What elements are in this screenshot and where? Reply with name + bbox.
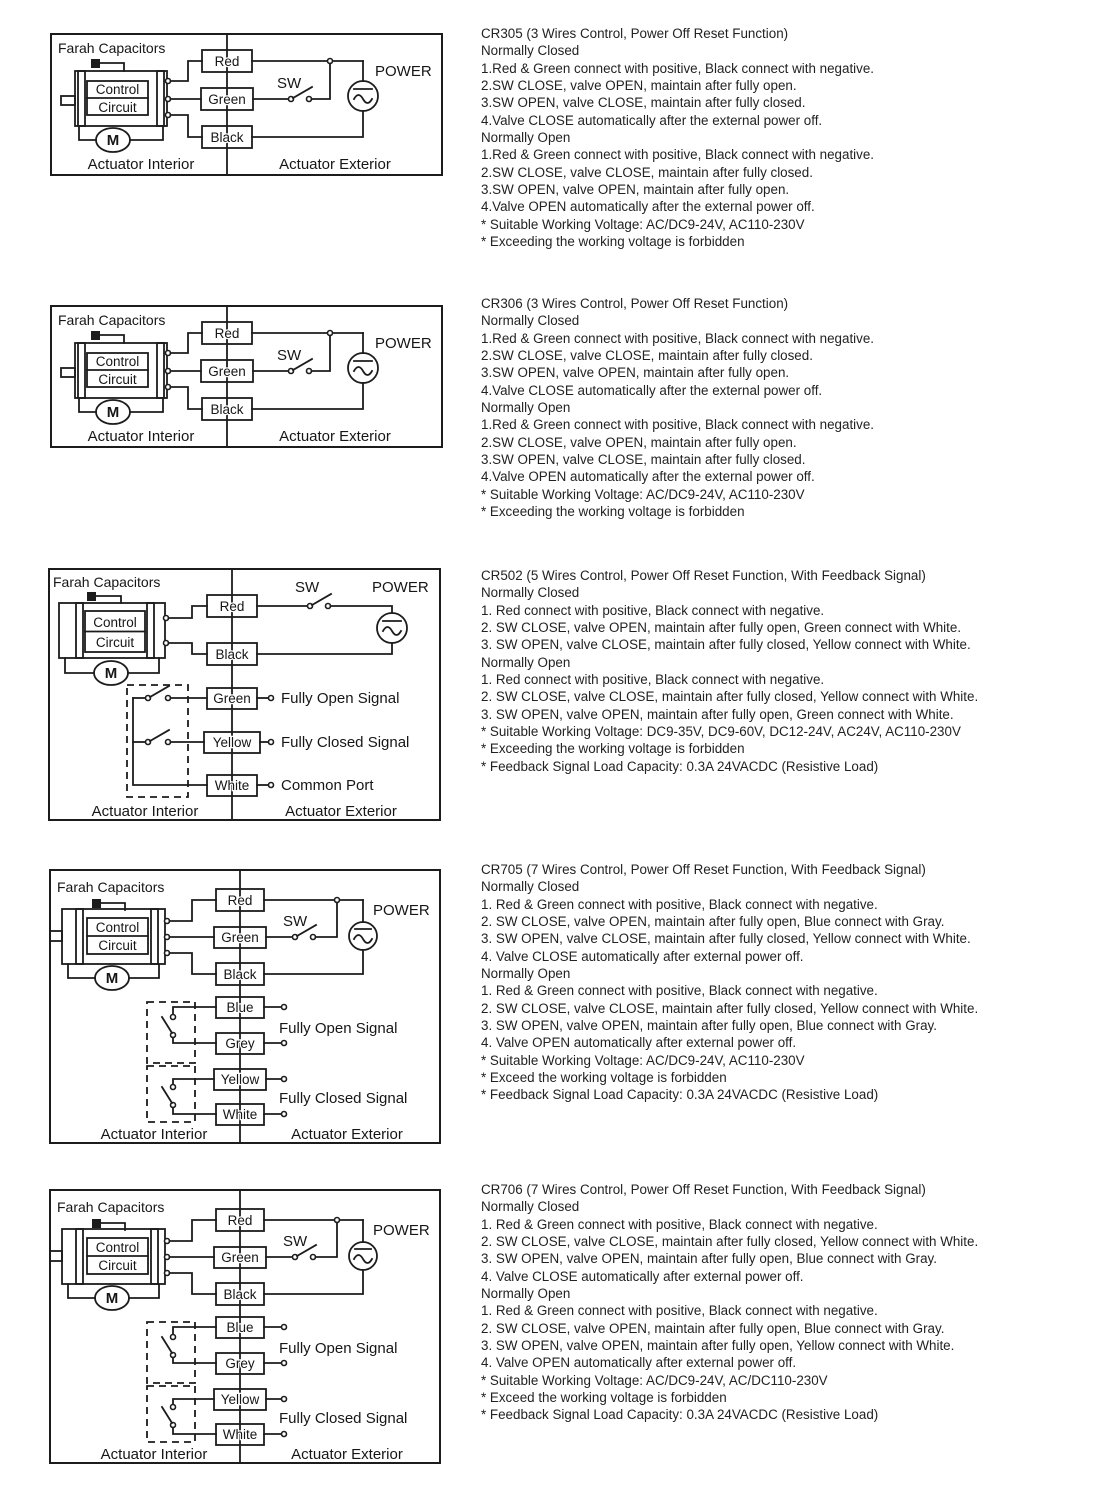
actuator-body bbox=[61, 71, 167, 126]
spec-line: * Suitable Working Voltage: AC/DC9-24V, AC110-230V bbox=[481, 486, 805, 502]
spec-line: 4.Valve CLOSE automatically after the external power off. bbox=[481, 382, 823, 398]
actuator-interior-label: Actuator Interior bbox=[100, 1446, 208, 1463]
cr705-spec-text bbox=[481, 861, 1113, 1104]
spec-line: 1.Red & Green connect with positive, Black connect with negative. bbox=[481, 330, 875, 346]
motor-label: M bbox=[104, 665, 118, 682]
spec-line: * Feedback Signal Load Capacity: 0.3A 24VACDC (Resistive Load) bbox=[481, 758, 879, 774]
actuator-interior-label: Actuator Interior bbox=[87, 428, 195, 445]
spec-line: 3. SW OPEN, valve OPEN, maintain after fully open, Green connect with White. bbox=[481, 706, 954, 722]
sw-label: SW bbox=[277, 75, 302, 92]
ac-power-source-icon bbox=[348, 81, 378, 111]
spec-line: 3. SW OPEN, valve OPEN, maintain after fully open, Blue connect with Gray. bbox=[481, 1018, 937, 1034]
red-wire-label: Red bbox=[219, 599, 245, 614]
spec-line: 2. SW CLOSE, valve OPEN, maintain after fully open, Blue connect with Gray. bbox=[481, 1320, 945, 1336]
signal-terminal bbox=[282, 1397, 287, 1402]
actuator-body bbox=[61, 343, 167, 398]
cr305-spec-text bbox=[481, 25, 1113, 250]
capacitor-icon bbox=[87, 592, 121, 603]
red-wire bbox=[170, 900, 217, 921]
black-wire bbox=[171, 115, 203, 137]
actuator-body bbox=[50, 909, 165, 964]
circuit-label: Circuit bbox=[98, 1258, 137, 1273]
farah-capacitors-label: Farah Capacitors bbox=[58, 40, 166, 56]
spec-line: 2.SW CLOSE, valve CLOSE, maintain after fully closed. bbox=[481, 348, 813, 364]
spec-line: 2. SW CLOSE, valve OPEN, maintain after fully open, Green connect with White. bbox=[481, 620, 962, 636]
spec-line: * Exceeding the working voltage is forbidden bbox=[481, 504, 745, 520]
power-return-wire bbox=[264, 1270, 363, 1294]
power-label: POWER bbox=[373, 1222, 430, 1239]
actuator-interior-label: Actuator Interior bbox=[87, 156, 195, 173]
power-return-wire bbox=[264, 950, 363, 974]
spec-line: 1. Red & Green connect with positive, Black connect with negative. bbox=[481, 896, 878, 912]
spec-line: * Suitable Working Voltage: AC/DC9-24V, AC110-230V bbox=[481, 216, 805, 232]
farah-capacitors-label: Farah Capacitors bbox=[57, 879, 165, 895]
actuator-exterior-label: Actuator Exterior bbox=[291, 1446, 403, 1463]
control-label: Control bbox=[95, 1240, 140, 1255]
spec-line: 2. SW CLOSE, valve CLOSE, maintain after fully closed, Yellow connect with White. bbox=[481, 689, 979, 705]
feedback-dashed-box bbox=[127, 685, 188, 797]
spec-line: Normally Closed bbox=[481, 1199, 580, 1215]
motor-label: M bbox=[105, 1290, 119, 1307]
spec-line: 2. SW CLOSE, valve CLOSE, maintain after fully closed, Yellow connect with White. bbox=[481, 1234, 979, 1250]
common-port-label: Common Port bbox=[281, 777, 374, 794]
spec-line: 4. Valve OPEN automatically after external power off. bbox=[481, 1035, 797, 1051]
grey-wire-label: Grey bbox=[225, 1356, 255, 1371]
motor-label: M bbox=[106, 404, 120, 421]
cr706-spec-text bbox=[481, 1181, 1113, 1424]
spec-line: * Feedback Signal Load Capacity: 0.3A 24VACDC (Resistive Load) bbox=[481, 1087, 879, 1103]
feedback-switch-open bbox=[162, 1007, 216, 1043]
spec-line: 1. Red & Green connect with positive, Black connect with negative. bbox=[481, 1216, 878, 1232]
red-wire-label: Red bbox=[227, 893, 253, 908]
green-wire-label: Green bbox=[213, 691, 251, 706]
feedback-switch-closed bbox=[133, 730, 204, 745]
spec-line: CR306 (3 Wires Control, Power Off Reset Function) bbox=[481, 296, 789, 311]
capacitor-icon bbox=[91, 331, 124, 343]
sw-label: SW bbox=[283, 1233, 308, 1250]
green-wire-label: Green bbox=[221, 930, 259, 945]
spec-line: 3. SW OPEN, valve OPEN, maintain after fully open, Blue connect with Gray. bbox=[481, 1251, 937, 1267]
spec-line: 4.Valve OPEN automatically after the external power off. bbox=[481, 469, 815, 485]
spec-line: 1.Red & Green connect with positive, Black connect with negative. bbox=[481, 417, 875, 433]
fully-closed-signal-label: Fully Closed Signal bbox=[279, 1090, 408, 1107]
fully-open-signal-label: Fully Open Signal bbox=[279, 1340, 398, 1357]
spec-line: 4. Valve OPEN automatically after external power off. bbox=[481, 1355, 797, 1371]
spec-line: 3.SW OPEN, valve CLOSE, maintain after fully closed. bbox=[481, 452, 806, 468]
spec-line: 2. SW CLOSE, valve CLOSE, maintain after fully closed, Yellow connect with White. bbox=[481, 1000, 979, 1016]
black-wire-label: Black bbox=[223, 1287, 257, 1302]
fully-open-signal-label: Fully Open Signal bbox=[279, 1020, 398, 1037]
switch-symbol bbox=[257, 594, 392, 613]
cr502-spec-text bbox=[481, 567, 1113, 775]
spec-line: Normally Open bbox=[481, 654, 571, 670]
spec-line: * Feedback Signal Load Capacity: 0.3A 24VACDC (Resistive Load) bbox=[481, 1407, 879, 1423]
spec-line: * Exceeding the working voltage is forbidden bbox=[481, 741, 745, 757]
cr305-wiring-diagram bbox=[45, 28, 445, 180]
control-label: Control bbox=[95, 82, 140, 97]
red-wire-label: Red bbox=[214, 54, 240, 69]
black-wire-label: Black bbox=[223, 967, 257, 982]
blue-wire-label: Blue bbox=[226, 1320, 254, 1335]
spec-line: Normally Open bbox=[481, 1286, 571, 1302]
control-label: Control bbox=[93, 615, 137, 630]
capacitor-icon bbox=[91, 59, 124, 71]
ac-power-source-icon bbox=[349, 922, 377, 950]
actuator-exterior-label: Actuator Exterior bbox=[291, 1126, 403, 1143]
spec-line: 4.Valve OPEN automatically after the external power off. bbox=[481, 199, 815, 215]
actuator-body bbox=[50, 1229, 165, 1284]
signal-terminal bbox=[269, 783, 274, 788]
ac-power-source-icon bbox=[348, 353, 378, 383]
spec-line: 3.SW OPEN, valve CLOSE, maintain after fully closed. bbox=[481, 95, 806, 111]
circuit-label: Circuit bbox=[98, 100, 137, 115]
farah-capacitors-label: Farah Capacitors bbox=[58, 312, 166, 328]
spec-line: 2.SW CLOSE, valve OPEN, maintain after fully open. bbox=[481, 434, 797, 450]
farah-capacitors-label: Farah Capacitors bbox=[57, 1199, 165, 1215]
actuator-exterior-label: Actuator Exterior bbox=[285, 803, 397, 820]
actuator-body bbox=[59, 603, 165, 658]
spec-line: * Exceeding the working voltage is forbidden bbox=[481, 234, 745, 250]
sw-label: SW bbox=[295, 579, 320, 596]
spec-line: * Exceed the working voltage is forbidden bbox=[481, 1390, 727, 1406]
spec-line: * Suitable Working Voltage: AC/DC9-24V, AC110-230V bbox=[481, 1052, 805, 1068]
signal-terminal bbox=[269, 740, 274, 745]
power-label: POWER bbox=[375, 335, 432, 352]
sw-label: SW bbox=[283, 913, 308, 930]
spec-line: 4. Valve CLOSE automatically after external power off. bbox=[481, 1268, 804, 1284]
signal-terminal bbox=[282, 1325, 287, 1330]
spec-line: 3. SW OPEN, valve OPEN, maintain after fully open, Yellow connect with White. bbox=[481, 1338, 955, 1354]
black-wire-label: Black bbox=[210, 130, 244, 145]
signal-terminal bbox=[269, 696, 274, 701]
actuator-interior-label: Actuator Interior bbox=[100, 1126, 208, 1143]
spec-line: Normally Open bbox=[481, 130, 571, 146]
spec-line: CR305 (3 Wires Control, Power Off Reset Function) bbox=[481, 26, 789, 41]
cr306-spec-text bbox=[481, 295, 1113, 520]
green-wire-label: Green bbox=[221, 1250, 259, 1265]
signal-terminal bbox=[282, 1361, 287, 1366]
actuator-exterior-label: Actuator Exterior bbox=[279, 156, 391, 173]
grey-wire-label: Grey bbox=[225, 1036, 255, 1051]
yellow-wire-label: Yellow bbox=[220, 1392, 260, 1407]
cr705-wiring-diagram bbox=[45, 866, 445, 1146]
yellow-wire-label: Yellow bbox=[212, 735, 252, 750]
black-wire-label: Black bbox=[215, 647, 249, 662]
actuator-interior-label: Actuator Interior bbox=[91, 803, 199, 820]
feedback-switch-closed bbox=[162, 1399, 216, 1434]
black-wire bbox=[170, 1273, 217, 1294]
black-wire bbox=[170, 953, 217, 974]
feedback-switch-open bbox=[133, 686, 207, 701]
spec-line: * Exceed the working voltage is forbidden bbox=[481, 1070, 727, 1086]
signal-terminal bbox=[282, 1077, 287, 1082]
control-label: Control bbox=[95, 920, 140, 935]
circuit-label: Circuit bbox=[95, 635, 135, 650]
red-wire bbox=[171, 333, 203, 353]
spec-line: 2.SW CLOSE, valve OPEN, maintain after fully open. bbox=[481, 78, 797, 94]
circuit-label: Circuit bbox=[98, 372, 137, 387]
feedback-switch-closed bbox=[162, 1079, 216, 1114]
motor-symbol bbox=[68, 1284, 159, 1310]
white-wire-label: White bbox=[214, 778, 250, 793]
ac-power-source-icon bbox=[377, 613, 407, 643]
cr706-wiring-diagram bbox=[45, 1186, 445, 1466]
red-wire bbox=[169, 606, 208, 618]
circuit-label: Circuit bbox=[98, 938, 137, 953]
spec-line: Normally Closed bbox=[481, 879, 580, 895]
blue-wire-label: Blue bbox=[226, 1000, 254, 1015]
spec-line: 3. SW OPEN, valve CLOSE, maintain after fully closed, Yellow connect with White. bbox=[481, 931, 971, 947]
signal-terminal bbox=[282, 1112, 287, 1117]
spec-line: Normally Open bbox=[481, 400, 571, 416]
spec-line: 1. Red connect with positive, Black connect with negative. bbox=[481, 672, 825, 688]
power-return-wire bbox=[252, 383, 363, 409]
motor-symbol bbox=[79, 126, 163, 152]
red-wire-label: Red bbox=[214, 326, 240, 341]
white-wire-label: White bbox=[222, 1427, 258, 1442]
signal-terminal bbox=[282, 1041, 287, 1046]
control-label: Control bbox=[95, 354, 140, 369]
sw-label: SW bbox=[277, 347, 302, 364]
spec-line: 2.SW CLOSE, valve CLOSE, maintain after fully closed. bbox=[481, 164, 813, 180]
spec-line: 1.Red & Green connect with positive, Black connect with negative. bbox=[481, 147, 875, 163]
spec-line: 4.Valve CLOSE automatically after the external power off. bbox=[481, 112, 823, 128]
cr502-wiring-diagram bbox=[45, 565, 445, 827]
motor-symbol bbox=[79, 398, 163, 424]
power-label: POWER bbox=[375, 63, 432, 80]
signal-terminal bbox=[282, 1005, 287, 1010]
spec-line: 3.SW OPEN, valve OPEN, maintain after fully open. bbox=[481, 182, 790, 198]
cr306-wiring-diagram bbox=[45, 300, 445, 452]
spec-line: 1. Red connect with positive, Black connect with negative. bbox=[481, 602, 825, 618]
fully-open-signal-label: Fully Open Signal bbox=[281, 690, 400, 707]
spec-line: Normally Open bbox=[481, 966, 571, 982]
fully-closed-signal-label: Fully Closed Signal bbox=[279, 1410, 408, 1427]
spec-line: CR502 (5 Wires Control, Power Off Reset Function, With Feedback Signal) bbox=[481, 568, 926, 583]
black-wire-label: Black bbox=[210, 402, 244, 417]
spec-line: 1. Red & Green connect with positive, Black connect with negative. bbox=[481, 1303, 878, 1319]
feedback-switch-open bbox=[162, 1327, 216, 1363]
spec-line: CR705 (7 Wires Control, Power Off Reset Function, With Feedback Signal) bbox=[481, 862, 926, 877]
power-label: POWER bbox=[372, 579, 429, 596]
spec-line: CR706 (7 Wires Control, Power Off Reset Function, With Feedback Signal) bbox=[481, 1182, 926, 1197]
yellow-wire-label: Yellow bbox=[220, 1072, 260, 1087]
red-wire bbox=[171, 61, 203, 81]
motor-label: M bbox=[106, 132, 120, 149]
motor-symbol bbox=[68, 964, 159, 990]
spec-line: 2. SW CLOSE, valve OPEN, maintain after fully open, Blue connect with Gray. bbox=[481, 914, 945, 930]
spec-line: 3. SW OPEN, valve CLOSE, maintain after fully closed, Yellow connect with White. bbox=[481, 637, 971, 653]
spec-line: 1. Red & Green connect with positive, Black connect with negative. bbox=[481, 983, 878, 999]
green-wire-label: Green bbox=[208, 364, 246, 379]
power-return-wire bbox=[252, 111, 363, 137]
white-wire-label: White bbox=[222, 1107, 258, 1122]
fully-closed-signal-label: Fully Closed Signal bbox=[281, 734, 410, 751]
spec-line: * Suitable Working Voltage: AC/DC9-24V, AC/DC110-230V bbox=[481, 1372, 828, 1388]
red-wire bbox=[170, 1220, 217, 1241]
spec-line: 3.SW OPEN, valve OPEN, maintain after fully open. bbox=[481, 365, 790, 381]
spec-line: * Suitable Working Voltage: DC9-35V, DC9-60V, DC12-24V, AC24V, AC110-230V bbox=[481, 724, 961, 740]
black-wire bbox=[171, 387, 203, 409]
spec-line: Normally Closed bbox=[481, 585, 580, 601]
green-wire-label: Green bbox=[208, 92, 246, 107]
spec-line: 4. Valve CLOSE automatically after external power off. bbox=[481, 948, 804, 964]
spec-line: Normally Closed bbox=[481, 43, 580, 59]
motor-label: M bbox=[105, 970, 119, 987]
actuator-exterior-label: Actuator Exterior bbox=[279, 428, 391, 445]
signal-terminal bbox=[282, 1432, 287, 1437]
farah-capacitors-label: Farah Capacitors bbox=[53, 574, 161, 590]
red-wire-label: Red bbox=[227, 1213, 253, 1228]
motor-symbol bbox=[65, 658, 159, 685]
spec-line: Normally Closed bbox=[481, 313, 580, 329]
power-return-wire bbox=[257, 643, 392, 654]
spec-line: 1.Red & Green connect with positive, Black connect with negative. bbox=[481, 60, 875, 76]
black-wire bbox=[169, 643, 208, 654]
ac-power-source-icon bbox=[349, 1242, 377, 1270]
power-label: POWER bbox=[373, 902, 430, 919]
